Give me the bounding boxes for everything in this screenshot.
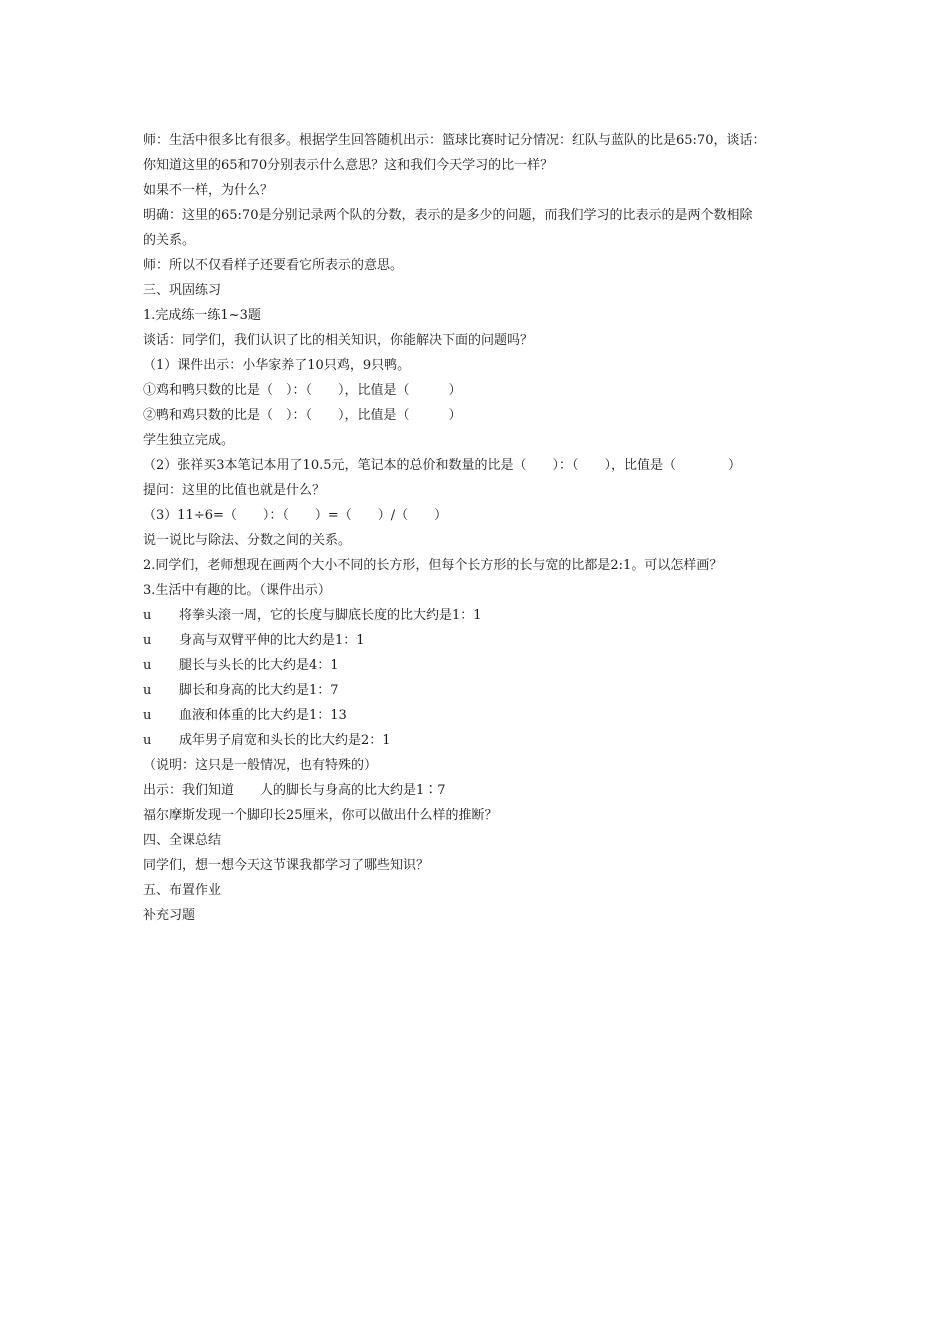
paragraph-line: 明确：这里的65:70是分别记录两个队的分数，表示的是多少的问题，而我们学习的比表示的是两个数相除 (143, 208, 753, 223)
list-item-text: 脚长和身高的比大约是1：7 (179, 683, 339, 698)
list-item-text: 成年男子肩宽和头长的比大约是2：1 (179, 733, 391, 748)
paragraph-line: 同学们，想一想今天这节课我都学习了哪些知识？ (143, 858, 430, 873)
paragraph-line: 2.同学们，老师想现在画两个大小不同的长方形，但每个长方形的长与宽的比都是2:1。可以怎样画？ (143, 558, 723, 573)
bullet-marker: u (143, 633, 152, 648)
section-heading: 四、全课总结 (143, 833, 222, 848)
paragraph-line: 学生独立完成。 (143, 433, 235, 448)
paragraph-line: 3.生活中有趣的比。（课件出示） (143, 583, 331, 598)
paragraph-line: 谈话：同学们，我们认识了比的相关知识，你能解决下面的问题吗？ (143, 333, 534, 348)
paragraph-line: 1.完成练一练1~3题 (143, 308, 261, 323)
paragraph-line: 师：所以不仅看样子还要看它所表示的意思。 (143, 258, 404, 273)
list-item-text: 腿长与头长的比大约是4：1 (179, 658, 339, 673)
list-item (143, 628, 813, 653)
list-item (143, 728, 813, 753)
paragraph-line: 如果不一样，为什么？ (143, 183, 274, 198)
list-item-text: 将拳头滚一周，它的长度与脚底长度的比大约是1：1 (179, 608, 482, 623)
paragraph-line: 出示：我们知道 人的脚长与身高的比大约是1∶7 (143, 783, 446, 798)
list-item-text: 血液和体重的比大约是1：13 (179, 708, 347, 723)
paragraph-line: （1）课件出示：小华家养了10只鸡，9只鸭。 (143, 358, 411, 373)
paragraph-line: ①鸡和鸭只数的比是（ ）：（ ），比值是（ ） (143, 383, 462, 398)
paragraph-line: 说一说比与除法、分数之间的关系。 (143, 533, 352, 548)
paragraph-line: 补充习题 (143, 908, 196, 923)
bullet-marker: u (143, 708, 152, 723)
paragraph-line: 师：生活中很多比有很多。根据学生回答随机出示：篮球比赛时记分情况：红队与蓝队的比是65:70，谈话： (143, 133, 766, 148)
paragraph-line: 你知道这里的65和70分别表示什么意思？这和我们今天学习的比一样？ (143, 158, 554, 173)
section-heading: 三、巩固练习 (143, 283, 222, 298)
paragraph-line: 福尔摩斯发现一个脚印长25厘米，你可以做出什么样的推断？ (143, 808, 498, 823)
list-item (143, 603, 813, 628)
bullet-marker: u (143, 683, 152, 698)
list-item (143, 678, 813, 703)
paragraph-line: （2）张祥买3本笔记本用了10.5元，笔记本的总价和数量的比是（ ）：（ ），比值是（ ） (143, 458, 741, 473)
list-item (143, 653, 813, 678)
bullet-marker: u (143, 733, 152, 748)
bullet-marker: u (143, 658, 152, 673)
paragraph-line: ②鸭和鸡只数的比是（ ）：（ ），比值是（ ） (143, 408, 462, 423)
section-heading: 五、布置作业 (143, 883, 222, 898)
document-body (143, 128, 813, 928)
paragraph-line: （3）11÷6=（ ）：（ ）=（ ）/（ ） (143, 508, 448, 523)
bullet-marker: u (143, 608, 152, 623)
paragraph-line: 提问：这里的比值也就是什么？ (143, 483, 326, 498)
list-item (143, 703, 813, 728)
list-item-text: 身高与双臂平伸的比大约是1：1 (179, 633, 365, 648)
paragraph-line: （说明：这只是一般情况，也有特殊的） (143, 758, 378, 773)
paragraph-line: 的关系。 (143, 233, 196, 248)
